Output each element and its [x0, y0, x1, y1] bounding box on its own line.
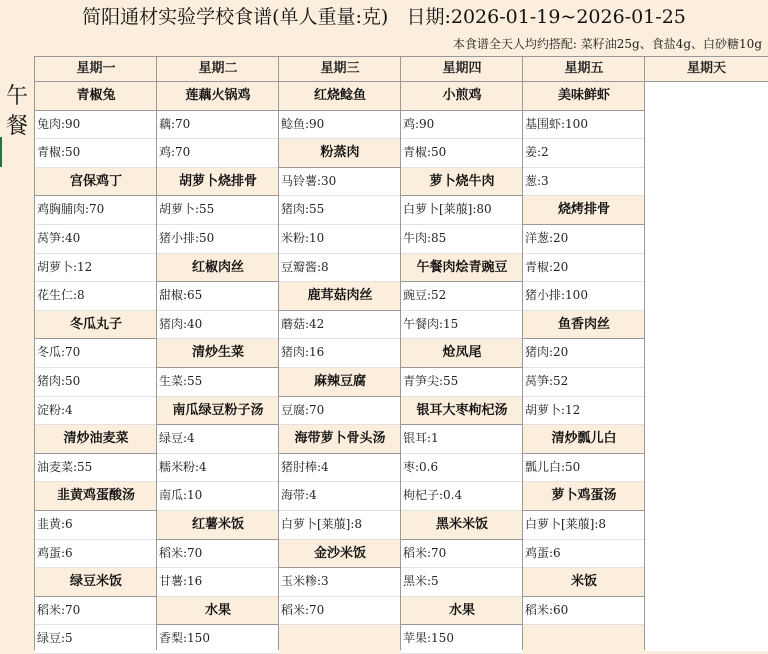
- day-header[interactable]: 星期三: [279, 57, 401, 82]
- ingredient-cell[interactable]: 韭黄:6: [35, 511, 157, 540]
- day-header[interactable]: 星期天: [645, 57, 768, 82]
- ingredient-cell[interactable]: 枣:0.6: [401, 454, 523, 483]
- ingredient-cell[interactable]: 葱:3: [523, 168, 645, 197]
- ingredient-cell[interactable]: 甜椒:65: [157, 282, 279, 311]
- ingredient-cell[interactable]: 猪小排:50: [157, 225, 279, 254]
- ingredient-cell[interactable]: 绿豆:4: [157, 425, 279, 454]
- ingredient-cell[interactable]: 牛肉:85: [401, 225, 523, 254]
- day-body: [523, 82, 645, 625]
- ingredient-cell[interactable]: 姜:2: [523, 139, 645, 168]
- page-title: 简阳通材实验学校食谱(单人重量:克) 日期:2026-01-19~2026-01-25: [82, 6, 686, 28]
- dish-name[interactable]: 水果: [157, 597, 279, 626]
- ingredient-cell[interactable]: 猪肉:16: [279, 339, 401, 368]
- day-body: [157, 82, 279, 654]
- ingredient-cell[interactable]: 猪肘棒:4: [279, 454, 401, 483]
- ingredient-cell[interactable]: 稻米:70: [401, 540, 523, 569]
- dish-name[interactable]: 金沙米饭: [279, 540, 401, 569]
- ingredient-cell[interactable]: 苹果:150: [401, 625, 523, 654]
- dish-name[interactable]: 胡萝卜烧排骨: [157, 168, 279, 197]
- ingredient-cell[interactable]: 鸡胸脯肉:70: [35, 196, 157, 225]
- dish-name[interactable]: 美味鲜虾: [523, 82, 645, 111]
- dish-name[interactable]: 小煎鸡: [401, 82, 523, 111]
- ingredient-cell[interactable]: 糯米粉:4: [157, 454, 279, 483]
- ingredient-cell[interactable]: 豆瓣酱:8: [279, 254, 401, 283]
- ingredient-cell[interactable]: 花生仁:8: [35, 282, 157, 311]
- ingredient-cell[interactable]: 稻米:70: [157, 540, 279, 569]
- dish-name[interactable]: 萝卜烧牛肉: [401, 168, 523, 197]
- dish-name[interactable]: 红烧鲶鱼: [279, 82, 401, 111]
- ingredient-cell[interactable]: 豆腐:70: [279, 397, 401, 426]
- ingredient-cell[interactable]: 白萝卜[莱菔]:8: [279, 511, 401, 540]
- ingredient-cell[interactable]: 香梨:150: [157, 625, 279, 654]
- dish-name[interactable]: 莲藕火锅鸡: [157, 82, 279, 111]
- ingredient-cell[interactable]: 枸杞子:0.4: [401, 482, 523, 511]
- ingredient-cell[interactable]: 冬瓜:70: [35, 339, 157, 368]
- ingredient-cell[interactable]: 鸡蛋:6: [35, 540, 157, 569]
- meal-label-char-1: 午: [6, 84, 29, 109]
- dish-name[interactable]: 宫保鸡丁: [35, 168, 157, 197]
- ingredient-cell[interactable]: 油麦菜:55: [35, 454, 157, 483]
- day-body: [35, 82, 157, 654]
- ingredient-cell[interactable]: 午餐肉:15: [401, 311, 523, 340]
- ingredient-cell[interactable]: 绿豆:5: [35, 625, 157, 654]
- dish-name[interactable]: 冬瓜丸子: [35, 311, 157, 340]
- day-header[interactable]: 星期四: [401, 57, 523, 82]
- ingredient-cell[interactable]: 猪肉:50: [35, 368, 157, 397]
- dish-name[interactable]: 米饭: [523, 568, 645, 597]
- dish-name[interactable]: 萝卜鸡蛋汤: [523, 482, 645, 511]
- dish-name[interactable]: 午餐肉烩青豌豆: [401, 254, 523, 283]
- ingredient-cell[interactable]: 淀粉:4: [35, 397, 157, 426]
- dish-name[interactable]: 银耳大枣枸杞汤: [401, 397, 523, 426]
- ingredient-cell[interactable]: 胡萝卜:12: [35, 254, 157, 283]
- dish-name[interactable]: 海带萝卜骨头汤: [279, 425, 401, 454]
- ingredient-cell[interactable]: 鸡:70: [157, 139, 279, 168]
- dish-name[interactable]: 南瓜绿豆粉子汤: [157, 397, 279, 426]
- ingredient-cell[interactable]: 洋葱:20: [523, 225, 645, 254]
- ingredient-cell[interactable]: 青笋尖:55: [401, 368, 523, 397]
- day-column-mon: [34, 57, 157, 650]
- dish-name[interactable]: 清炒油麦菜: [35, 425, 157, 454]
- dish-name[interactable]: 红薯米饭: [157, 511, 279, 540]
- ingredient-cell[interactable]: 米粉:10: [279, 225, 401, 254]
- dish-name[interactable]: 韭黄鸡蛋酸汤: [35, 482, 157, 511]
- ingredient-cell[interactable]: 胡萝卜:55: [157, 196, 279, 225]
- dish-name[interactable]: 麻辣豆腐: [279, 368, 401, 397]
- ingredient-cell[interactable]: 稻米:70: [279, 597, 401, 626]
- ingredient-cell[interactable]: 生菜:55: [157, 368, 279, 397]
- day-column-wed: [278, 57, 401, 650]
- ingredient-cell[interactable]: 莴笋:52: [523, 368, 645, 397]
- day-header[interactable]: 星期五: [523, 57, 645, 82]
- dish-name[interactable]: 鱼香肉丝: [523, 311, 645, 340]
- day-body: [645, 82, 768, 651]
- ingredient-cell[interactable]: 蘑菇:42: [279, 311, 401, 340]
- day-header[interactable]: 星期二: [157, 57, 279, 82]
- ingredient-cell[interactable]: 马铃薯:30: [279, 168, 401, 197]
- dish-name[interactable]: 黑米米饭: [401, 511, 523, 540]
- ingredient-cell[interactable]: 胡萝卜:12: [523, 397, 645, 426]
- ingredient-cell[interactable]: 猪肉:40: [157, 311, 279, 340]
- day-column-tue: [156, 57, 279, 650]
- ingredient-cell[interactable]: 猪肉:55: [279, 196, 401, 225]
- meal-label-char-2: 餐: [6, 114, 29, 139]
- dish-name[interactable]: 青椒兔: [35, 82, 157, 111]
- ingredient-cell[interactable]: 稻米:60: [523, 597, 645, 626]
- ingredient-cell[interactable]: 稻米:70: [35, 597, 157, 626]
- ingredient-cell[interactable]: 兔肉:90: [35, 111, 157, 140]
- ingredient-cell[interactable]: 基围虾:100: [523, 111, 645, 140]
- dish-name[interactable]: 鹿茸菇肉丝: [279, 282, 401, 311]
- day-header[interactable]: 星期一: [35, 57, 157, 82]
- dish-name[interactable]: 绿豆米饭: [35, 568, 157, 597]
- day-column-fri: [522, 57, 645, 650]
- ingredient-cell[interactable]: 甘薯:16: [157, 568, 279, 597]
- cell-cursor-marker: [0, 137, 2, 167]
- ingredient-cell[interactable]: 猪肉:20: [523, 339, 645, 368]
- ingredient-cell[interactable]: 猪小排:100: [523, 282, 645, 311]
- ingredient-cell[interactable]: 青椒:50: [35, 139, 157, 168]
- dish-name[interactable]: 红椒肉丝: [157, 254, 279, 283]
- ingredient-cell[interactable]: 银耳:1: [401, 425, 523, 454]
- ingredient-cell[interactable]: 藕:70: [157, 111, 279, 140]
- ingredient-cell[interactable]: 莴笋:40: [35, 225, 157, 254]
- dish-name[interactable]: 水果: [401, 597, 523, 626]
- day-column-thu: [400, 57, 523, 650]
- ingredient-cell[interactable]: 海带:4: [279, 482, 401, 511]
- page-subtitle: 本食谱全天人均约搭配: 菜籽油25g、食盐4g、白砂糖10g: [452, 37, 762, 51]
- menu-grid: [34, 56, 768, 650]
- meal-label-column: [0, 56, 35, 649]
- day-column-sun: [644, 57, 768, 650]
- ingredient-cell[interactable]: 南瓜:10: [157, 482, 279, 511]
- ingredient-cell[interactable]: 瓢儿白:50: [523, 454, 645, 483]
- ingredient-cell[interactable]: 青椒:20: [523, 254, 645, 283]
- ingredient-cell[interactable]: 青椒:50: [401, 139, 523, 168]
- dish-name[interactable]: 炝凤尾: [401, 339, 523, 368]
- ingredient-cell[interactable]: 玉米糁:3: [279, 568, 401, 597]
- ingredient-cell[interactable]: 鸡:90: [401, 111, 523, 140]
- dish-name[interactable]: 烧烤排骨: [523, 196, 645, 225]
- ingredient-cell[interactable]: 白萝卜[莱菔]:80: [401, 196, 523, 225]
- dish-name[interactable]: 清炒生菜: [157, 339, 279, 368]
- ingredient-cell[interactable]: 白萝卜[莱菔]:8: [523, 511, 645, 540]
- dish-name[interactable]: 粉蒸肉: [279, 139, 401, 168]
- ingredient-cell[interactable]: 豌豆:52: [401, 282, 523, 311]
- day-body: [279, 82, 401, 625]
- ingredient-cell[interactable]: 黑米:5: [401, 568, 523, 597]
- dish-name[interactable]: 清炒瓢儿白: [523, 425, 645, 454]
- ingredient-cell[interactable]: 鲶鱼:90: [279, 111, 401, 140]
- ingredient-cell[interactable]: 鸡蛋:6: [523, 540, 645, 569]
- day-body: [401, 82, 523, 654]
